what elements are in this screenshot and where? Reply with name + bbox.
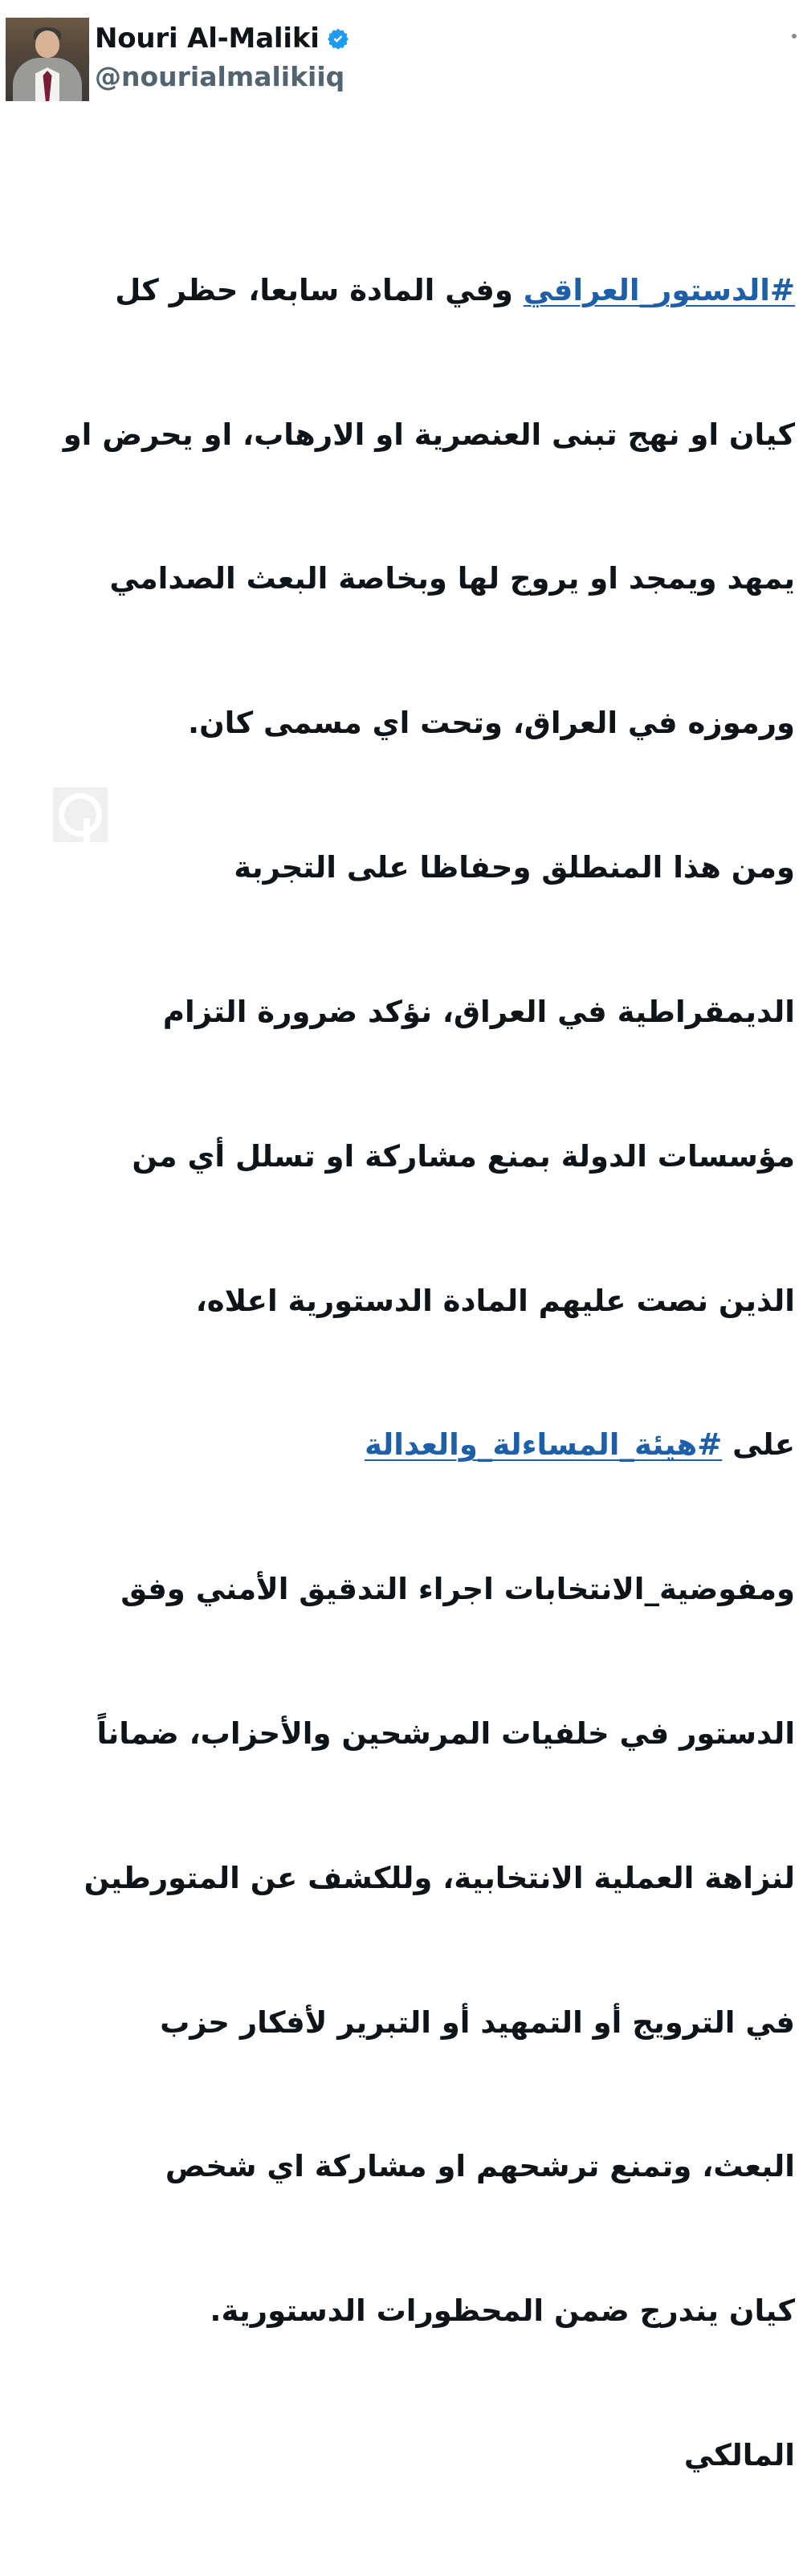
- tweet-line: الديمقراطية في العراق، نؤكد ضرورة التزام: [162, 994, 795, 1029]
- tweet-line: المالكي: [683, 2438, 795, 2472]
- avatar-container[interactable]: [0, 14, 95, 101]
- tweet-line: ومفوضية_الانتخابات اجراء التدقيق الأمني وفق: [120, 1572, 795, 1607]
- tweet-line: البعث، وتمنع ترشحهم او مشاركة اي شخص: [165, 2149, 795, 2184]
- tweet-line-prefix: على: [722, 1427, 795, 1463]
- avatar-face: [35, 31, 59, 58]
- hashtag-link[interactable]: #هيئة_المساءلة_والعدالة: [364, 1427, 723, 1463]
- tweet-line: ورموزه في العراق، وتحت اي مسمى كان.: [188, 706, 795, 741]
- tweet-line: كيان يندرج ضمن المحظورات الدستورية.: [210, 2293, 795, 2329]
- tweet-line-text: وفي المادة سابعا، حظر كل: [115, 272, 524, 307]
- tweet-header: [0, 0, 803, 101]
- author-display-name[interactable]: Nouri Al-Maliki: [95, 22, 320, 55]
- tweet-line: الذين نصت عليهم المادة الدستورية اعلاه،: [195, 1283, 795, 1318]
- verified-badge-icon: [327, 27, 349, 50]
- avatar[interactable]: [6, 18, 89, 101]
- tweet-text: [0, 101, 803, 2576]
- hashtag-link[interactable]: #الدستور_العراقي: [523, 272, 795, 307]
- tweet-line: مؤسسات الدولة بمنع مشاركة او تسلل أي من: [132, 1138, 795, 1174]
- tweet-line: ومن هذا المنطلق وحفاظا على التجربة: [234, 850, 795, 885]
- tweet-line: يمهد ويمجد او يروج لها وبخاصة البعث الصدامي: [109, 561, 795, 596]
- tweet-line: [8, 1421, 795, 1469]
- author-handle[interactable]: @nourialmalikiiq: [95, 60, 345, 92]
- tweet-line: الدستور في خلفيات المرشحين والأحزاب، ضماناً: [96, 1715, 795, 1751]
- tweet-line: لنزاهة العملية الانتخابية، وللكشف عن المتورطين: [84, 1860, 795, 1895]
- tweet-line: كيان او نهج تبنى العنصرية او الارهاب، او يحرض او: [63, 417, 795, 452]
- tweet-line: في الترويج أو التمهيد أو التبرير لأفكار حزب: [160, 2004, 795, 2040]
- display-name-row: [95, 22, 349, 55]
- tweet-line: [8, 267, 795, 315]
- corner-dot: [792, 34, 797, 39]
- author-name-block: [95, 14, 349, 95]
